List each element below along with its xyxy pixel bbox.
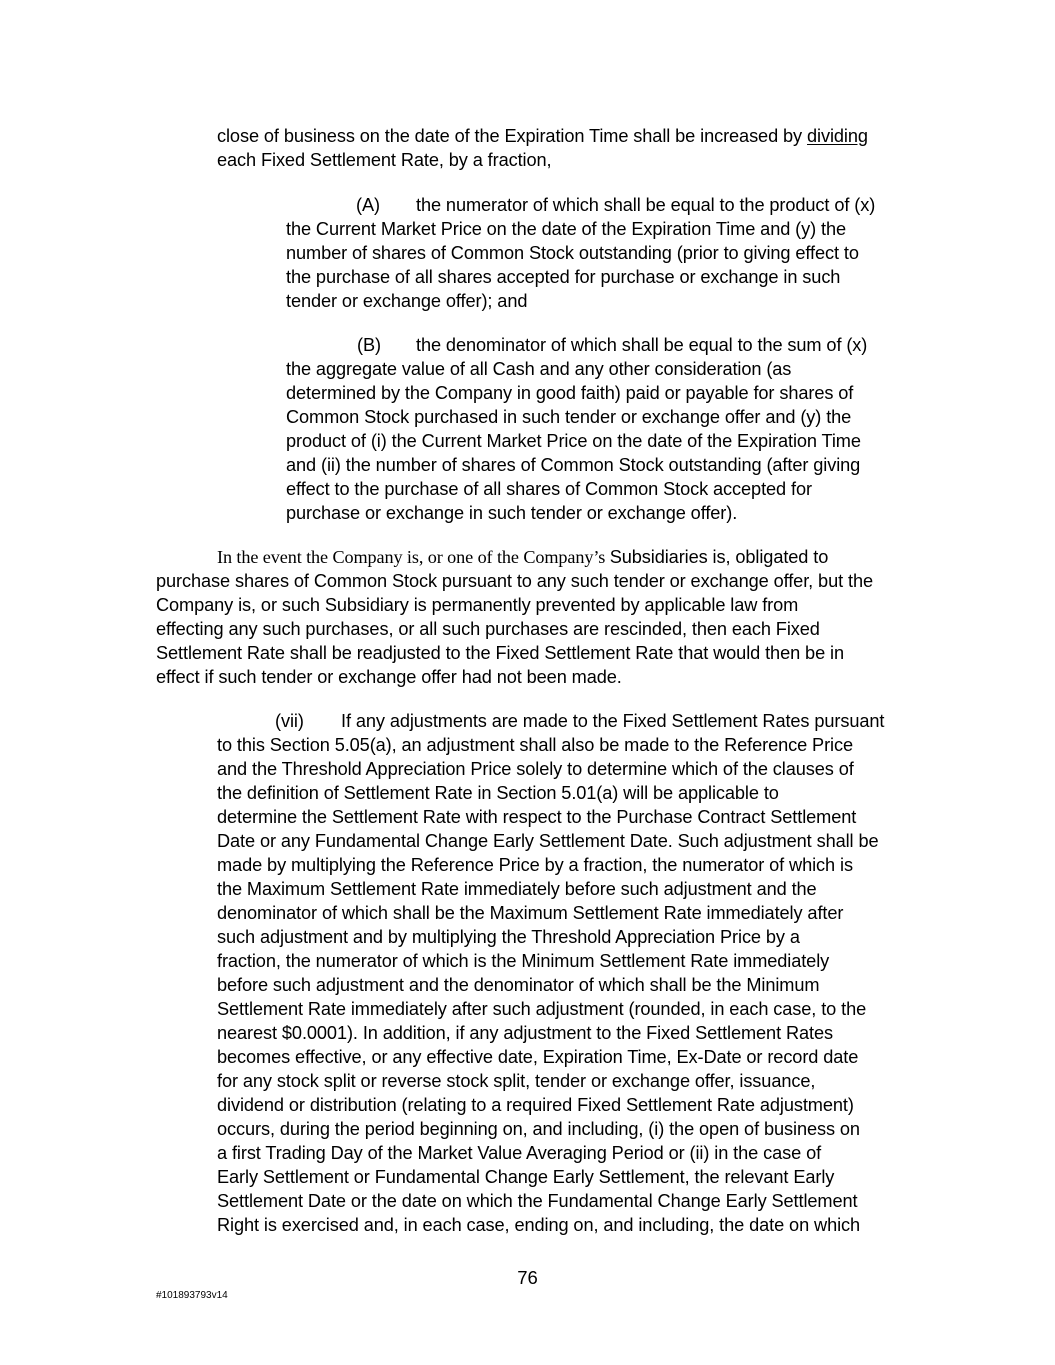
clause-a-line: the Current Market Price on the date of the Expiration Time and (y) the bbox=[286, 219, 847, 239]
clause-vii-line: occurs, during the period beginning on, and including, (i) the open of business on bbox=[217, 1119, 860, 1139]
clause-vii-line: Early Settlement or Fundamental Change Early Settlement, the relevant Early bbox=[217, 1167, 835, 1187]
clause-vii-line: Settlement Date or the date on which the Fundamental Change Early Settlement bbox=[217, 1191, 858, 1211]
clause-vii-line: Date or any Fundamental Change Early Settlement Date. Such adjustment shall be bbox=[217, 831, 879, 851]
clause-b-label: (B) bbox=[357, 335, 381, 355]
clause-vii-line: the Maximum Settlement Rate immediately before such adjustment and the bbox=[217, 879, 817, 899]
clause-b-line: Common Stock purchased in such tender or exchange offer and (y) the bbox=[286, 407, 852, 427]
clause-vii-line: determine the Settlement Rate with respect to the Purchase Contract Settlement bbox=[217, 807, 857, 827]
clause-vii-first-line: If any adjustments are made to the Fixed Settlement Rates pursuant bbox=[341, 711, 885, 731]
clause-b-line: determined by the Company in good faith) paid or payable for shares of bbox=[286, 383, 854, 403]
clause-vii-line: becomes effective, or any effective date, Expiration Time, Ex-Date or record date bbox=[217, 1047, 859, 1067]
clause-vii-line: nearest $0.0001). In addition, if any adjustment to the Fixed Settlement Rates bbox=[217, 1023, 833, 1043]
clause-vii-line: such adjustment and by multiplying the Threshold Appreciation Price by a bbox=[217, 927, 800, 947]
dividing-underlined: dividing bbox=[807, 126, 868, 146]
document-id: #101893793v14 bbox=[156, 1290, 228, 1301]
event-paragraph-serif-text: In the event the Company is, or one of the Company’s bbox=[217, 547, 610, 567]
event-paragraph-line-1 bbox=[217, 545, 828, 569]
clause-b-line: product of (i) the Current Market Price on the date of the Expiration Time bbox=[286, 431, 861, 451]
event-paragraph-line: purchase shares of Common Stock pursuant to any such tender or exchange offer, but the bbox=[156, 571, 873, 591]
event-paragraph-line: effect if such tender or exchange offer had not been made. bbox=[156, 667, 622, 687]
clause-vii-line: and the Threshold Appreciation Price solely to determine which of the clauses of bbox=[217, 759, 854, 779]
clause-a-label: (A) bbox=[356, 195, 380, 215]
clause-vii-line: for any stock split or reverse stock split, tender or exchange offer, issuance, bbox=[217, 1071, 816, 1091]
clause-b-line: the denominator of which shall be equal to the sum of (x) bbox=[416, 335, 868, 355]
clause-vii-line: to this Section 5.05(a), an adjustment shall also be made to the Reference Price bbox=[217, 735, 853, 755]
clause-a-line: the purchase of all shares accepted for purchase or exchange in such bbox=[286, 267, 841, 287]
clause-b-line: purchase or exchange in such tender or exchange offer). bbox=[286, 503, 738, 523]
clause-vii-line: dividend or distribution (relating to a required Fixed Settlement Rate adjustment) bbox=[217, 1095, 854, 1115]
opening-line-1-text: close of business on the date of the Expiration Time shall be increased by bbox=[217, 126, 808, 146]
clause-vii-line: denominator of which shall be the Maximum Settlement Rate immediately after bbox=[217, 903, 844, 923]
clause-b-line: the aggregate value of all Cash and any other consideration (as bbox=[286, 359, 792, 379]
clause-a-line: the numerator of which shall be equal to the product of (x) bbox=[416, 195, 876, 215]
event-paragraph-line: Company is, or such Subsidiary is permanently prevented by applicable law from bbox=[156, 595, 799, 615]
clause-vii-label: (vii) bbox=[275, 711, 304, 731]
event-paragraph-line: effecting any such purchases, or all such purchases are rescinded, then each Fixed bbox=[156, 619, 820, 639]
clause-b-line: and (ii) the number of shares of Common Stock outstanding (after giving bbox=[286, 455, 861, 475]
opening-line-2: each Fixed Settlement Rate, by a fraction, bbox=[217, 150, 552, 170]
clause-vii-line: the definition of Settlement Rate in Section 5.01(a) will be applicable to bbox=[217, 783, 779, 803]
clause-vii-line: Settlement Rate immediately after such adjustment (rounded, in each case, to the bbox=[217, 999, 867, 1019]
clause-vii-line: a first Trading Day of the Market Value Averaging Period or (ii) in the case of bbox=[217, 1143, 822, 1163]
clause-vii-line: made by multiplying the Reference Price by a fraction, the numerator of which is bbox=[217, 855, 853, 875]
clause-vii-line: fraction, the numerator of which is the Minimum Settlement Rate immediately bbox=[217, 951, 830, 971]
clause-vii-line: before such adjustment and the denominator of which shall be the Minimum bbox=[217, 975, 820, 995]
page-number: 76 bbox=[517, 1267, 538, 1288]
clause-a-line: number of shares of Common Stock outstanding (prior to giving effect to bbox=[286, 243, 859, 263]
clause-b-line: effect to the purchase of all shares of Common Stock accepted for bbox=[286, 479, 812, 499]
event-paragraph-line: Settlement Rate shall be readjusted to the Fixed Settlement Rate that would then be in bbox=[156, 643, 844, 663]
clause-vii-line: Right is exercised and, in each case, ending on, and including, the date on which bbox=[217, 1215, 861, 1235]
event-paragraph-rest-text: Subsidiaries is, obligated to bbox=[609, 547, 829, 567]
clause-a-line: tender or exchange offer); and bbox=[286, 291, 528, 311]
opening-line-1 bbox=[217, 124, 868, 148]
